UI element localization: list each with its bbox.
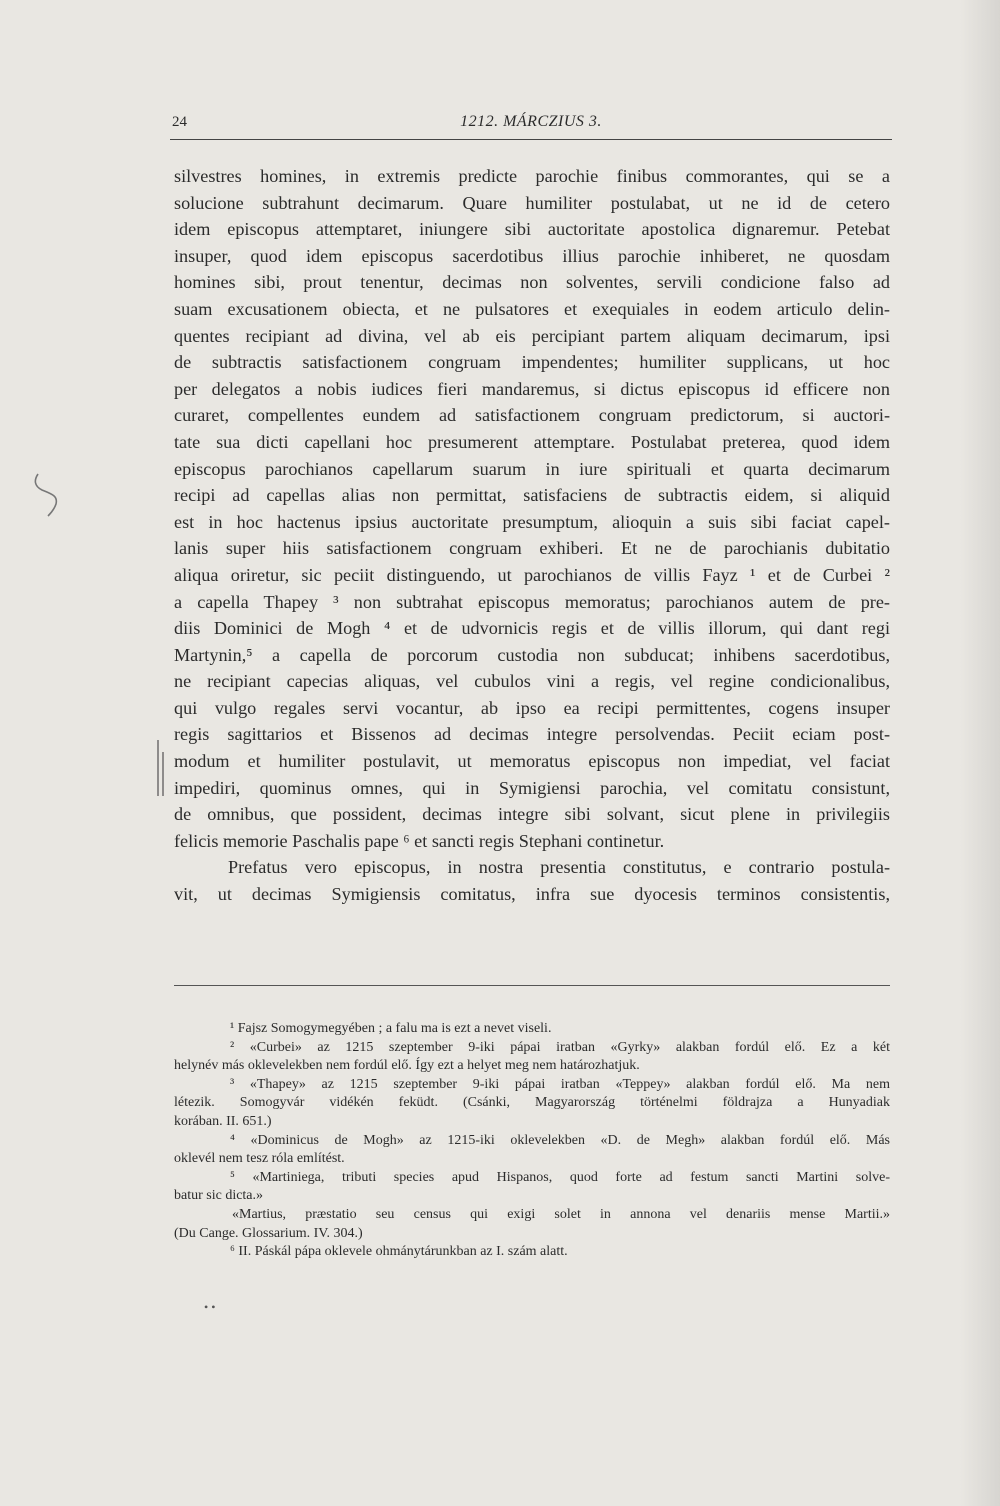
margin-pencil-mark-icon [28, 470, 68, 518]
margin-double-bar-icon [152, 738, 172, 798]
body-line: felicis memorie Paschalis pape ⁶ et sancti regis Stephani continetur. [174, 830, 665, 851]
body-line: episcopus parochianos capellarum suarum in iure spirituali et quarta decimarum [174, 458, 890, 479]
body-line: regis sagittarios et Bissenos ad decimas integre persolvendas. Peciit eciam post- [174, 724, 890, 745]
page-number: 24 [172, 114, 187, 130]
body-line: modum et humiliter postulavit, ut memoratus episcopus non impediat, vel faciat [174, 751, 890, 772]
body-line: ne recipiant capecias aliquas, vel cubulos vini a regis, vel regine condicionalibus, [174, 671, 890, 692]
running-title: 1212. MÁRCZIUS 3. [460, 113, 602, 130]
body-line: idem episcopus attemptaret, iniungere sibi auctoritate apostolica dignaremur. Petebat [174, 219, 890, 240]
header-rule [170, 139, 892, 140]
footnote-line: korában. II. 651.) [174, 1113, 272, 1129]
footnote-line: ¹ Fajsz Somogymegyében ; a falu ma is ezt a nevet viseli. [230, 1021, 552, 1036]
stray-ink-dots: • • [204, 1300, 216, 1314]
page-edge-shadow [960, 0, 1000, 1506]
body-line: vit, ut decimas Symigiensis comitatus, infra sue dyocesis terminos consistentis, [174, 884, 890, 905]
body-line: aliqua oriretur, sic peciit distinguendo, ut parochianos de villis Fayz ¹ et de Curbei ² [174, 564, 890, 585]
body-line: quentes recipiant ad divina, vel ab eis percipiant partem aliquam decimarum, ipsi [174, 325, 890, 346]
body-line: impediri, quominus omnes, qui in Symigiensi parochia, vel comitatu consistunt, [174, 777, 890, 798]
body-line: de subtractis satisfactionem congruam impendentes; humiliter supplicans, ut hoc [174, 352, 890, 373]
page-header [172, 114, 890, 140]
body-line: curaret, compellentes eundem ad satisfactionem congruam predictorum, si auctori- [174, 405, 890, 426]
body-line: recipi ad capellas alias non permittat, satisfaciens de subtractis eidem, si aliquid [174, 485, 890, 506]
footnote-rule [174, 985, 890, 986]
body-line: suam excusationem obiecta, et ne pulsatores et exequiales in eodem articulo delin- [174, 298, 890, 319]
body-line: insuper, quod idem episcopus sacerdotibus illius parochie inhiberet, ne quosdam [174, 245, 890, 266]
footnote-line: oklevél nem tesz róla említést. [174, 1151, 345, 1167]
body-line: a capella Thapey ³ non subtrahat episcopus memoratus; parochianos autem de pre- [174, 591, 890, 612]
body-line: diis Dominici de Mogh ⁴ et de udvornicis regis et de villis illorum, qui dant regi [174, 618, 890, 639]
footnotes [174, 1020, 890, 1262]
body-line: solucione subtrahunt decimarum. Quare humiliter postulabat, ut ne id de cetero [174, 192, 890, 213]
footnote-line: ⁶ II. Páskál pápa oklevele ohmánytárunkban az I. szám alatt. [230, 1244, 568, 1260]
body-line: homines sibi, prout tenentur, decimas non solventes, servili condicione falso ad [174, 272, 890, 293]
body-line: de omnibus, que possident, decimas integre sibi solvant, sicut plene in privilegiis [174, 804, 890, 825]
body-line: est in hoc hactenus ipsius auctoritate presumptum, alioquin a suis sibi faciat capel- [174, 511, 890, 532]
body-line: Prefatus vero episcopus, in nostra presentia constitutus, e contrario postula- [228, 857, 890, 878]
footnote-line: létezik. Somogyvár vidékén feküdt. (Csánki, Magyarország történelmi földrajza a Hunyadiak [174, 1095, 890, 1111]
body-line: lanis super hiis satisfactionem congruam exhiberi. Et ne de parochianis dubitatio [174, 538, 890, 559]
body-line: qui vulgo regales servi vocantur, ab ipso ea recipi permittentes, cogens insuper [174, 697, 890, 718]
footnote-line: ⁵ «Martiniega, tributi species apud Hispanos, quod forte ad festum sancti Martini solve- [230, 1169, 890, 1185]
body-line: tate sua dicti capellani hoc presumerent attemptare. Postulabat preterea, quod idem [174, 431, 890, 452]
footnote-line: batur sic dicta.» [174, 1188, 264, 1204]
body-text [174, 163, 890, 908]
footnote-line: helynév más oklevelekben nem fordúl elő. Így ezt a helyet meg nem határozhatjuk. [174, 1058, 640, 1074]
footnote-line: (Du Cange. Glossarium. IV. 304.) [174, 1225, 363, 1241]
footnote-line: «Martius, præstatio seu census qui exigi solet in annona vel denariis mense Martii.» [232, 1206, 890, 1222]
footnote-line: ³ «Thapey» az 1215 szeptember 9-iki pápai iratban «Teppey» alakban fordúl elő. Ma nem [230, 1076, 890, 1092]
footnote-line: ² «Curbei» az 1215 szeptember 9-iki pápai iratban «Gyrky» alakban fordúl elő. Ez a két [230, 1039, 890, 1055]
footnote-line: ⁴ «Dominicus de Mogh» az 1215-iki oklevelekben «D. de Megh» alakban fordúl elő. Más [230, 1132, 890, 1148]
body-line: per delegatos a nobis iudices fieri mandaremus, si dictus episcopus id efficere non [174, 378, 890, 399]
body-line: Martynin,⁵ a capella de porcorum custodia non subducat; inhibens sacerdotibus, [174, 644, 890, 665]
body-line: silvestres homines, in extremis predicte parochie finibus commorantes, qui se a [174, 166, 890, 186]
